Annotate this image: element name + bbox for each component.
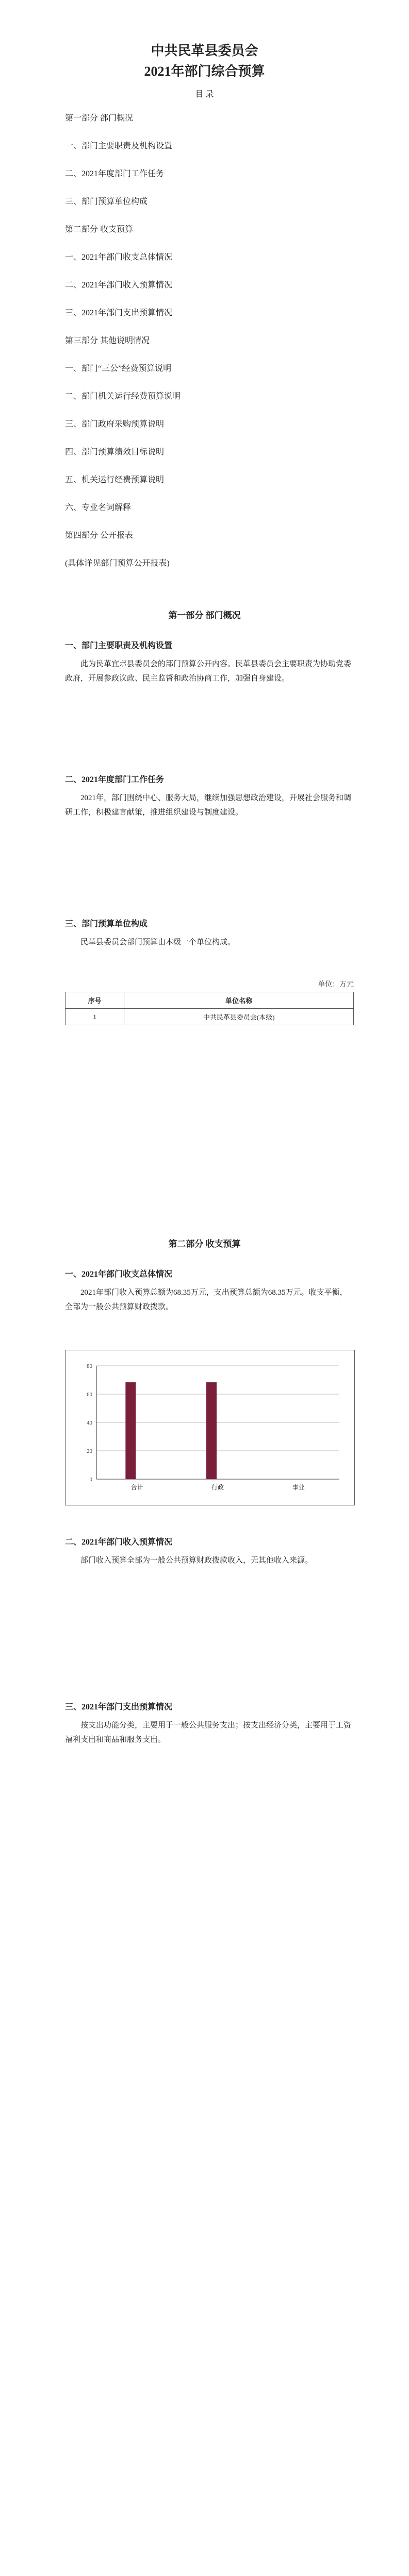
toc-item: 三、2021年部门支出预算情况 xyxy=(65,309,173,317)
unit-table xyxy=(65,992,354,1025)
bar-chart xyxy=(66,1350,354,1505)
table-cell: 中共民革县委员会(本级) xyxy=(124,1009,354,1025)
x-tick-label: 行政 xyxy=(211,1484,224,1491)
x-tick-label: 合计 xyxy=(130,1484,143,1491)
chart-container xyxy=(65,1350,355,1505)
toc-item: 三、部门预算单位构成 xyxy=(65,197,148,206)
s2-heading-1: 一、2021年部门收支总体情况 xyxy=(65,1270,173,1279)
y-tick-label: 0 xyxy=(89,1477,92,1483)
s1-paragraph-1: 此为民革宜ボ县委员会的部门预算公开内容。民革县委员会主要职责为协助党委政府，开展参政议政、民主监督和政治协商工作，加强自身建设。 xyxy=(65,660,352,683)
s1-heading-3: 三、部门预算单位构成 xyxy=(65,920,148,928)
y-tick-label: 40 xyxy=(87,1420,92,1426)
x-tick-label: 事业 xyxy=(292,1484,305,1491)
table-of-contents xyxy=(65,113,354,586)
table-caption: 单位：万元 xyxy=(318,981,354,989)
s1-heading-1: 一、部门主要职责及机构设置 xyxy=(65,641,173,650)
table-header-cell: 单位名称 xyxy=(124,992,354,1009)
y-tick-label: 80 xyxy=(87,1363,92,1369)
toc-item: 第一部分 部门概况 xyxy=(65,114,134,123)
s1-heading-2: 二、2021年度部门工作任务 xyxy=(65,775,165,784)
s2-paragraph-3: 按支出功能分类，主要用于一般公共服务支出；按支出经济分类，主要用于工资福利支出和商品和服务支出。 xyxy=(65,1721,352,1744)
toc-item: 第二部分 收支预算 xyxy=(65,225,134,234)
document-title-line2: 2021年部门综合预算 xyxy=(144,64,265,79)
table-header-cell: 序号 xyxy=(66,992,124,1009)
y-tick-label: 20 xyxy=(87,1448,92,1454)
table-row xyxy=(66,1009,354,1025)
toc-item: 第三部分 其他说明情况 xyxy=(65,336,150,345)
section-2-title: 第二部分 收支预算 xyxy=(168,1239,241,1249)
toc-item: 二、2021年度部门工作任务 xyxy=(65,170,165,178)
toc-item: (具体详见部门预算公开报表) xyxy=(65,559,170,568)
s2-paragraph-1: 2021年部门收入预算总额为68.35万元，支出预算总额为68.35万元。收支平衡，全部为一般公共预算财政拨款。 xyxy=(65,1289,348,1311)
table-cell: 1 xyxy=(66,1009,124,1025)
section-1-title: 第一部分 部门概况 xyxy=(168,611,241,620)
bar xyxy=(206,1382,217,1479)
toc-label: 目 录 xyxy=(195,90,214,99)
toc-item: 三、部门政府采购预算说明 xyxy=(65,420,165,429)
toc-item: 一、部门“三公”经费预算说明 xyxy=(65,364,172,373)
toc-item: 六、专业名词解释 xyxy=(65,503,132,512)
toc-item: 一、2021年部门收支总体情况 xyxy=(65,253,173,262)
s1-paragraph-2: 2021年，部门围绕中心、服务大局，继续加强思想政治建设，开展社会服务和调研工作，积极建言献策，推进组织建设与制度建设。 xyxy=(65,794,352,817)
s2-paragraph-2: 部门收入预算全部为一般公共预算财政拨款收入，无其他收入来源。 xyxy=(80,1556,313,1565)
s2-heading-2: 二、2021年部门收入预算情况 xyxy=(65,1538,173,1547)
s2-heading-3: 三、2021年部门支出预算情况 xyxy=(65,1703,173,1711)
y-tick-label: 60 xyxy=(87,1392,92,1398)
toc-item: 二、2021年部门收入预算情况 xyxy=(65,281,173,290)
bar xyxy=(125,1382,136,1479)
toc-item: 五、机关运行经费预算说明 xyxy=(65,476,165,484)
toc-item: 一、部门主要职责及机构设置 xyxy=(65,142,173,150)
document-title-line1: 中共民革县委员会 xyxy=(151,43,258,58)
s1-paragraph-3: 民革县委员会部门预算由本级一个单位构成。 xyxy=(80,938,236,946)
toc-item: 四、部门预算绩效目标说明 xyxy=(65,448,165,456)
toc-item: 第四部分 公开报表 xyxy=(65,531,134,540)
toc-item: 二、部门机关运行经费预算说明 xyxy=(65,392,181,401)
